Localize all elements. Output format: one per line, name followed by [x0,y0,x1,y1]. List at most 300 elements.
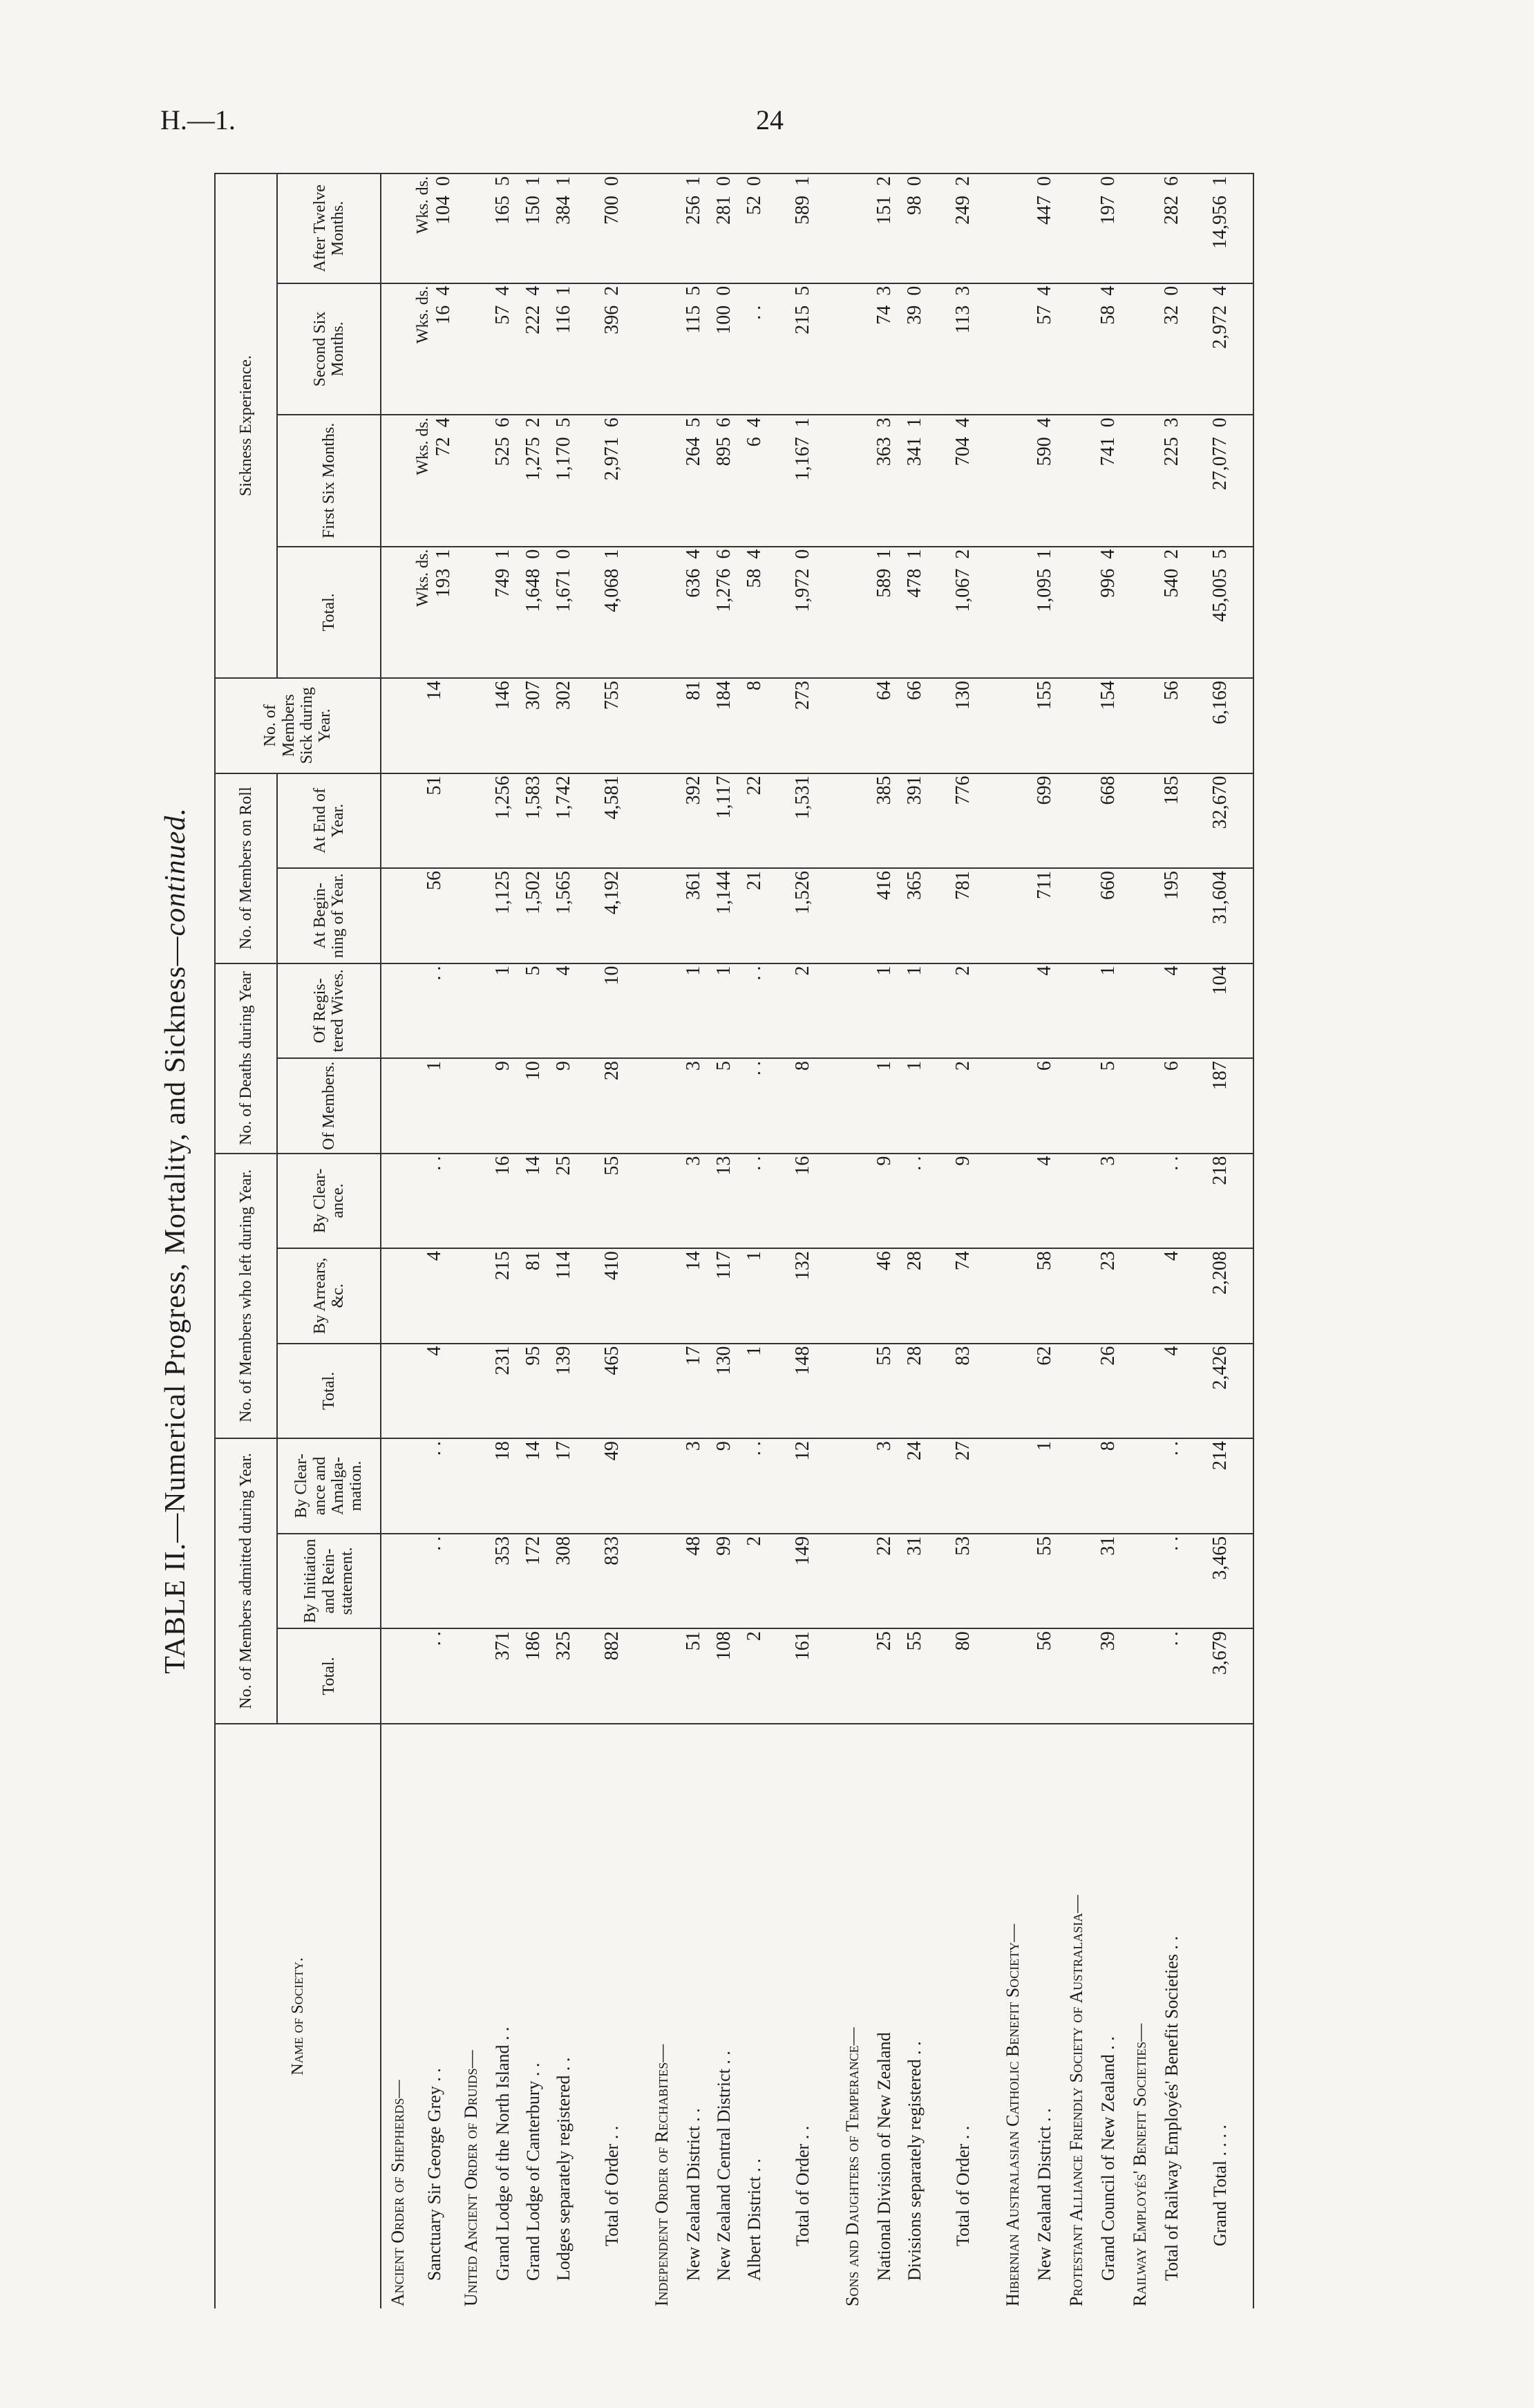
days-value: 1 [492,549,513,559]
table-cell: 74 [930,1248,996,1344]
weeks-value: 1,095 [1034,568,1055,612]
table-cell: 10 [518,1058,549,1154]
table-row [455,173,488,2308]
society-name: Total of Order . . [579,1724,645,2308]
weeks-value: 116 [553,305,574,334]
table-cell: 3,679 [1187,1628,1253,1724]
table-cell: 172 [518,1534,549,1629]
table-cell: 81 [518,1248,549,1344]
weeks-value: 115 [683,305,704,334]
days-value: 4 [1097,549,1119,559]
table-cell: 1,565 [549,868,579,963]
days-value: 2 [873,176,895,186]
weeks-value: 396 [601,305,623,335]
weeks-value: 1,648 [522,568,544,612]
weeks-value: 478 [904,568,925,598]
table-cell: 1 [869,1058,900,1154]
table-cell [645,868,679,963]
unit-label: Wks. ds. [414,417,432,476]
table-cell: 46 [869,1248,900,1344]
table-cell [455,1534,488,1629]
table-cell [1187,173,1253,283]
table-cell: 307 [518,678,549,773]
days-value: 0 [553,549,574,559]
table-cell: 17 [679,1344,709,1439]
days-value: 6 [1161,176,1182,186]
weeks-value: 363 [873,437,895,467]
society-name: Hibernian Australasian Catholic Benefit Society— [996,1724,1030,2308]
header-roll-end: At End of Year. [277,773,381,869]
table-cell: . . [1157,1438,1187,1534]
table-cell [1030,173,1060,283]
table-cell [1124,283,1157,415]
table-cell [455,1248,488,1344]
table-cell: 22 [739,773,770,869]
table-cell: 14 [679,1248,709,1344]
days-value: 4 [1034,417,1055,428]
table-cell [1124,173,1157,283]
table-cell: 1 [900,963,930,1059]
table-cell [381,1344,414,1439]
table-cell: 3 [1093,1154,1124,1249]
society-name: Total of Order . . [930,1724,996,2308]
header-sick-second: Second Six Months. [277,283,381,415]
table-cell [1060,963,1093,1059]
table-cell: 4 [1157,1344,1187,1439]
table-cell [549,547,579,678]
table-cell [455,173,488,283]
page-number: 24 [756,104,784,135]
weeks-value: 525 [492,437,513,467]
table-row [1060,173,1093,2308]
days-value: 1 [792,176,813,186]
weeks-value: 45,005 [1209,568,1231,622]
society-name: Grand Lodge of Canterbury . . [518,1724,549,2308]
table-cell: . . [739,1438,770,1534]
table-cell [488,547,518,678]
table-cell [1124,1058,1157,1154]
table-row [930,173,996,2308]
table-cell [381,1438,414,1534]
table-cell [1124,1534,1157,1629]
table-cell: 81 [679,678,709,773]
table-cell: . . [414,1534,455,1629]
table-cell [1157,547,1187,678]
table-cell [996,1628,1030,1724]
table-cell: 195 [1157,868,1187,963]
table-cell [869,547,900,678]
header-admitted-initiation: By Initiation and Rein-statement. [277,1534,381,1629]
header-left-group: No. of Members who left during Year. [215,1154,277,1439]
table-cell: 51 [414,773,455,869]
table-cell [645,1438,679,1534]
table-cell [1060,1628,1093,1724]
table-cell: 62 [1030,1344,1060,1439]
table-cell: 64 [869,678,900,773]
weeks-value: 749 [492,568,513,598]
table-cell [549,173,579,283]
table-cell: . . [739,963,770,1059]
weeks-value: 193 [433,568,454,598]
table-cell: 302 [549,678,579,773]
table-cell: 1 [739,1344,770,1439]
table-cell [579,283,645,415]
table-cell: 392 [679,773,709,869]
table-cell: 104 [1187,963,1253,1059]
table-cell: 49 [579,1438,645,1534]
days-value: 3 [873,285,895,296]
days-value: 4 [1209,285,1231,296]
table-cell [381,415,414,546]
table-cell [381,1248,414,1344]
table-cell [900,173,930,283]
table-cell [1060,773,1093,869]
table-cell [836,1248,869,1344]
table-cell: 4,192 [579,868,645,963]
table-cell [996,1248,1030,1344]
days-value: 0 [713,176,735,186]
table-cell [518,173,549,283]
header-left-clearance: By Clear-ance. [277,1154,381,1249]
table-row [996,173,1030,2308]
table-cell [1060,1438,1093,1534]
table-title-main: TABLE II.—Numerical Progress, Mortality, and Sickness— [160,936,191,1674]
table-cell: 28 [900,1344,930,1439]
table-cell: 24 [900,1438,930,1534]
table-cell [996,1438,1030,1534]
table-cell: 185 [1157,773,1187,869]
table-cell [930,547,996,678]
table-cell: 139 [549,1344,579,1439]
table-cell: . . [414,1154,455,1249]
table-cell: 83 [930,1344,996,1439]
table-cell: 56 [414,868,455,963]
table-cell [1060,1534,1093,1629]
table-cell: 55 [579,1154,645,1249]
weeks-value: 741 [1097,437,1119,467]
table-cell: 155 [1030,678,1060,773]
weeks-value: 1,275 [522,437,544,481]
table-cell [996,173,1030,283]
rotated-table-block [159,173,1258,2308]
weeks-value: . . [744,305,765,320]
society-name: Railway Employés' Benefit Societies— [1124,1724,1157,2308]
table-cell: 325 [549,1628,579,1724]
table-cell: 1,526 [770,868,836,963]
days-value: 1 [873,549,895,559]
days-value: 6 [713,549,735,559]
table-cell [414,415,455,546]
table-cell: 8 [739,678,770,773]
table-cell: 4 [1030,963,1060,1059]
days-value: 4 [492,285,513,296]
weeks-value: 2,971 [601,437,623,481]
table-cell [770,415,836,546]
table-cell [1124,1628,1157,1724]
table-cell [414,547,455,678]
table-cell: 308 [549,1534,579,1629]
table-cell [455,1344,488,1439]
table-cell [1030,283,1060,415]
table-cell [381,773,414,869]
days-value: 4 [522,285,544,296]
table-cell: 465 [579,1344,645,1439]
weeks-value: 895 [713,437,735,467]
table-cell: 130 [709,1344,739,1439]
days-value: 1 [904,549,925,559]
table-cell [518,547,549,678]
table-cell: 1 [739,1248,770,1344]
header-deaths-group: No. of Deaths during Year [215,963,277,1154]
table-cell: 1 [679,963,709,1059]
table-cell: . . [739,1154,770,1249]
table-cell: 5 [518,963,549,1059]
table-cell: 9 [709,1438,739,1534]
table-cell: 371 [488,1628,518,1724]
table-cell: 3 [679,1438,709,1534]
table-cell [709,547,739,678]
table-cell [1060,173,1093,283]
table-cell: 781 [930,868,996,963]
weeks-value: 197 [1097,196,1119,225]
table-cell [930,283,996,415]
weeks-value: 589 [873,568,895,598]
unit-label: Wks. ds. [414,176,432,234]
table-cell: 391 [900,773,930,869]
page-code: H.—1. [160,104,236,135]
table-cell [996,868,1030,963]
table-cell: 4 [1157,1248,1187,1344]
weeks-value: 27,077 [1209,437,1231,491]
table-cell [1060,1058,1093,1154]
days-value: 1 [522,176,544,186]
days-value: 0 [1161,285,1182,296]
table-cell: 1 [488,963,518,1059]
table-cell: 10 [579,963,645,1059]
days-value: 5 [683,285,704,296]
table-row [1124,173,1157,2308]
weeks-value: 72 [433,437,454,457]
table-cell [709,283,739,415]
table-cell: 161 [770,1628,836,1724]
weeks-value: 249 [952,196,974,225]
table-cell: 32,670 [1187,773,1253,869]
table-row [1187,173,1253,2308]
table-cell: 1 [414,1058,455,1154]
table-cell: 108 [709,1628,739,1724]
table-cell: 660 [1093,868,1124,963]
table-cell: 6,169 [1187,678,1253,773]
weeks-value: 1,276 [713,568,735,612]
table-cell [1157,173,1187,283]
table-cell: 66 [900,678,930,773]
table-cell: . . [414,1628,455,1724]
weeks-value: 222 [522,305,544,335]
table-row [488,173,518,2308]
table-cell [549,415,579,546]
table-cell [488,415,518,546]
table-cell [836,1058,869,1154]
society-name: Grand Total . . . . [1187,1724,1253,2308]
table-cell: 13 [709,1154,739,1249]
table-cell [996,1534,1030,1629]
table-cell: 148 [770,1344,836,1439]
table-row [1093,173,1124,2308]
table-cell [1124,678,1157,773]
table-cell [645,1248,679,1344]
table-cell [1187,547,1253,678]
society-name: Grand Council of New Zealand . . [1093,1724,1124,2308]
table-cell: 8 [770,1058,836,1154]
days-value: 0 [1034,176,1055,186]
days-value: 4 [744,417,765,428]
table-row [770,173,836,2308]
society-name: Independent Order of Rechabites— [645,1724,679,2308]
table-cell [455,1058,488,1154]
table-cell [1124,773,1157,869]
weeks-value: 98 [904,196,925,215]
table-cell [836,283,869,415]
table-row [645,173,679,2308]
table-cell [869,173,900,283]
table-cell [1030,547,1060,678]
table-cell [1060,1248,1093,1344]
table-row [414,173,455,2308]
table-cell [488,283,518,415]
table-cell [645,678,679,773]
table-cell [455,678,488,773]
table-cell: 1 [709,963,739,1059]
header-deaths-members: Of Members. [277,1058,381,1154]
days-value: 6 [492,417,513,428]
table-cell: 711 [1030,868,1060,963]
header-left-total: Total. [277,1344,381,1439]
table-cell: 1,117 [709,773,739,869]
table-cell: 58 [1030,1248,1060,1344]
table-cell [455,773,488,869]
table-cell: 231 [488,1344,518,1439]
table-cell [381,678,414,773]
society-name: Lodges separately registered . . [549,1724,579,2308]
table-cell [679,415,709,546]
table-row [549,173,579,2308]
table-cell: 2,426 [1187,1344,1253,1439]
weeks-value: 39 [904,305,925,325]
table-cell: . . [414,1438,455,1534]
table-cell: 9 [488,1058,518,1154]
days-value: 2 [952,549,974,559]
table-row [518,173,549,2308]
table-cell: 80 [930,1628,996,1724]
days-value: 5 [1209,549,1231,559]
table-cell: 12 [770,1438,836,1534]
table-row [679,173,709,2308]
table-cell [1060,1344,1093,1439]
table-cell [996,283,1030,415]
table-cell [836,1438,869,1534]
table-row [900,173,930,2308]
table-cell: 23 [1093,1248,1124,1344]
days-value: 4 [433,417,454,428]
table-cell [996,415,1030,546]
weeks-value: 384 [553,196,574,225]
table-cell: 4 [414,1344,455,1439]
days-value: 4 [1097,285,1119,296]
table-cell [645,1344,679,1439]
days-value: 4 [952,417,974,428]
society-name: Total of Order . . [770,1724,836,2308]
table-cell: 28 [900,1248,930,1344]
statistics-table [214,173,1254,2308]
table-cell [996,547,1030,678]
table-cell: 4 [414,1248,455,1344]
table-cell [1124,547,1157,678]
table-cell [414,173,455,283]
table-cell: 14 [518,1154,549,1249]
table-cell: . . [1157,1154,1187,1249]
weeks-value: 540 [1161,568,1182,598]
table-cell: 1,742 [549,773,579,869]
days-value: 2 [601,285,623,296]
society-name: Sons and Daughters of Temperance— [836,1724,869,2308]
table-cell: 3 [679,1154,709,1249]
table-cell [518,283,549,415]
table-cell [770,547,836,678]
table-cell [739,173,770,283]
weeks-value: 1,972 [792,568,813,612]
table-cell: 16 [770,1154,836,1249]
table-title-continued: continued. [160,807,191,937]
table-cell [455,963,488,1059]
weeks-value: 74 [873,305,895,325]
days-value: 3 [1161,417,1182,428]
weeks-value: 225 [1161,437,1182,467]
table-cell: 132 [770,1248,836,1344]
weeks-value: 341 [904,437,925,467]
table-cell [1157,283,1187,415]
days-value: 1 [553,176,574,186]
days-value: 2 [522,417,544,428]
table-cell [1157,415,1187,546]
table-cell: 14 [518,1438,549,1534]
table-cell: 27 [930,1438,996,1534]
weeks-value: 282 [1161,196,1182,225]
table-cell: 4 [549,963,579,1059]
table-cell: 5 [1093,1058,1124,1154]
table-cell [679,283,709,415]
days-value: 3 [873,417,895,428]
table-cell: 1,256 [488,773,518,869]
weeks-value: 6 [744,437,765,447]
days-value: 5 [683,417,704,428]
weeks-value: 57 [1034,305,1055,325]
weeks-value: 16 [433,305,454,325]
weeks-value: 1,170 [553,437,574,481]
days-value: 1 [904,417,925,428]
header-sick-first: First Six Months. [277,415,381,546]
table-cell [836,773,869,869]
table-cell [930,173,996,283]
table-cell [381,1628,414,1724]
table-cell: 2 [930,1058,996,1154]
table-cell: 146 [488,678,518,773]
table-cell: 55 [869,1344,900,1439]
days-value: 0 [904,285,925,296]
weeks-value: 100 [713,305,735,335]
table-cell: 2 [739,1534,770,1629]
table-cell [1187,415,1253,546]
table-cell: . . [1157,1534,1187,1629]
